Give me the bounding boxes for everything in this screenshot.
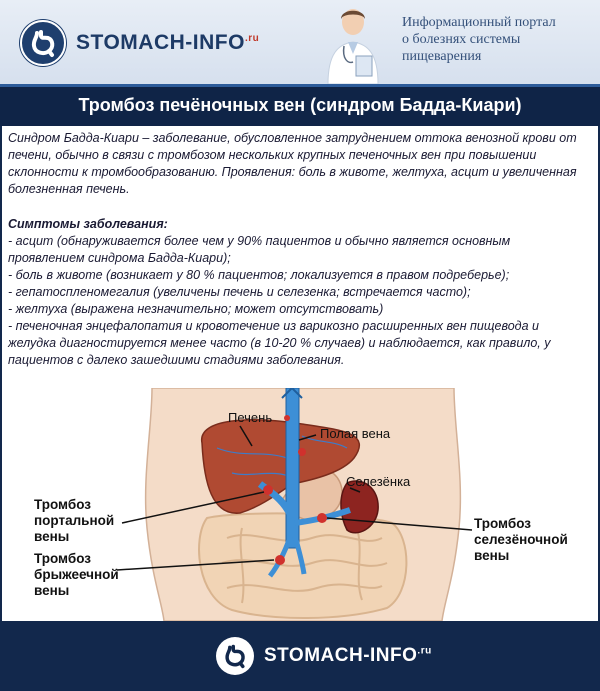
label-portal-3: вены <box>34 529 70 544</box>
label-spleen: Селезёнка <box>346 474 411 489</box>
doctor-icon <box>318 4 388 84</box>
label-splenic-3: вены <box>474 548 510 563</box>
anatomy-illustration <box>2 388 598 621</box>
footer-logo[interactable] <box>216 637 432 675</box>
tagline-line-3: пищеварения <box>402 49 482 64</box>
symptom-item: - боль в животе (возникает у 80 % пациентов; локализуется в правом подреберье); <box>8 268 510 282</box>
stomach-logo-icon <box>216 637 254 675</box>
label-portal-2: портальной <box>34 513 115 528</box>
symptoms-title: Симптомы заболевания: <box>8 217 168 231</box>
label-splenic-2: селезёночной <box>474 532 568 547</box>
site-logo[interactable] <box>20 20 259 66</box>
article-card <box>2 126 598 621</box>
site-footer <box>0 621 600 691</box>
footer-site-tld: .ru <box>417 645 432 657</box>
label-portal-1: Тромбоз <box>34 497 91 512</box>
site-header <box>0 0 600 84</box>
site-tld: .ru <box>244 33 260 44</box>
label-mesenteric-2: брыжеечной <box>34 567 119 582</box>
footer-site-name: STOMACH-$INFO^{.ru}$ <box>264 645 432 666</box>
label-mesenteric-1: Тромбоз <box>34 551 91 566</box>
stomach-logo-icon <box>20 20 66 66</box>
article-intro: Синдром Бадда-Киари – заболевание, обусловленное затруднением оттока венозной крови от печени, обычно в связи с тромбозом нескольких крупных печеночных вен при повышении склонности к тромбообразованию. Проявления: боль в животе, желтуха, асцит и увеличенная болезненная печень. <box>8 131 577 196</box>
symptom-item: - гепатоспленомегалия (увеличены печень и селезенка; встречается часто); <box>8 285 471 299</box>
symptom-item: - асцит (обнаруживается более чем у 90% пациентов и обычно является основным проявлением синдрома Бадда-Киари); <box>8 234 511 265</box>
site-name: STOMACH-$INFO^{.ru}$ <box>76 31 260 54</box>
article-body <box>8 130 588 369</box>
label-vena-cava: Полая вена <box>320 426 391 441</box>
article-title: Тромбоз печёночных вен (синдром Бадда-Киари) <box>78 95 522 115</box>
label-mesenteric-3: вены <box>34 583 70 598</box>
label-splenic-1: Тромбоз <box>474 516 531 531</box>
tagline-line-2: о болезнях системы <box>402 32 521 47</box>
site-tagline <box>402 14 592 65</box>
label-liver: Печень <box>228 410 273 425</box>
symptom-item: - желтуха (выражена незначительно; может отсутствовать) <box>8 302 384 316</box>
title-bar <box>0 84 600 126</box>
tagline-line-1: Информационный портал <box>402 15 556 30</box>
symptom-item: - печеночная энцефалопатия и кровотечение из варикозно расширенных вен пищевода и желудка диагностируется менее часто (в 10-20 % случаев) и наблюдается, как правило, у пациентов с далеко зашедшими стадиями заболевания. <box>8 319 551 367</box>
